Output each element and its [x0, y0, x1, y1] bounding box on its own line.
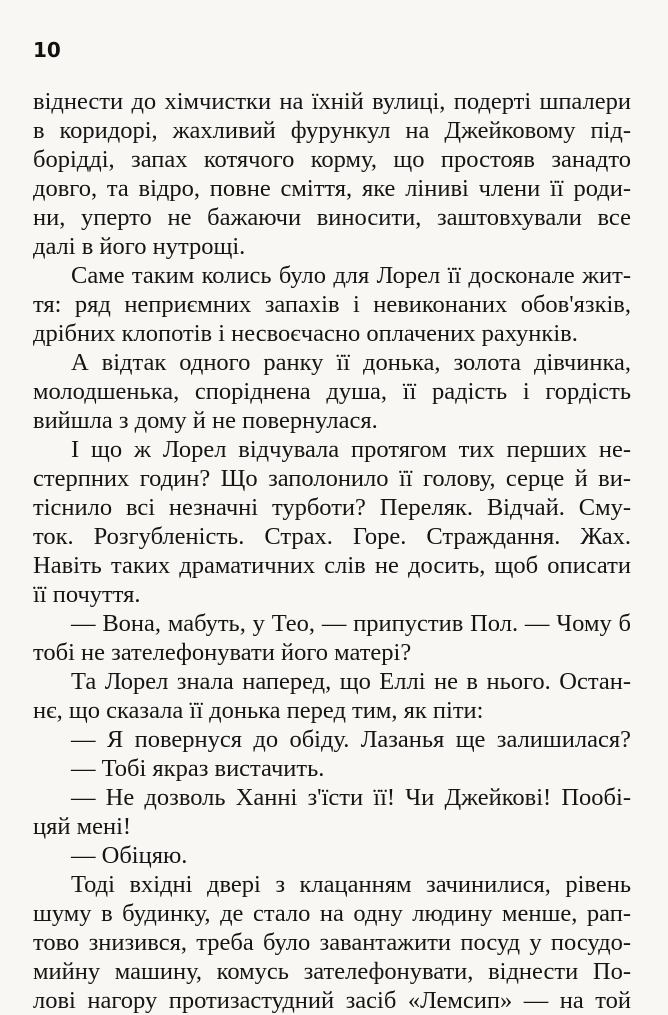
text-line: мийну машину, комусь зателефонувати, віднести По- [33, 958, 631, 985]
text-line: Тоді вхідні двері з клацанням зачинилися, рівень [71, 871, 631, 898]
text-line: — Обіцяю. [71, 842, 188, 869]
text-line: — Не дозволь Ханні з'їсти її! Чи Джейкові! Пообі- [71, 784, 631, 811]
text-line: борідді, запах котячого корму, що простояв занадто [33, 146, 631, 173]
text-line: шуму в будинку, де стало на одну людину менше, рап- [33, 900, 631, 927]
text-line: ток. Розгубленість. Страх. Горе. Страждання. Жах. [33, 523, 631, 550]
text-line: в коридорі, жахливий фурункул на Джейковому під- [33, 117, 631, 144]
text-line: віднести до хімчистки на їхній вулиці, подерті шпалери [33, 88, 631, 115]
text-line: нє, що сказала її донька перед тим, як піти: [33, 697, 484, 724]
text-line: тіснило всі незначні турботи? Переляк. Відчай. Сму- [33, 494, 631, 521]
text-line: далі в його нутрощі. [33, 233, 246, 260]
text-line: — Я повернуся до обіду. Лазанья ще залишилася? [71, 726, 631, 753]
text-line: молодшенька, споріднена душа, її радість і гордість [33, 378, 631, 405]
text-line: тобі не зателефонувати його матері? [33, 639, 412, 666]
page-number: 10 [33, 38, 61, 62]
text-line: довго, та відро, повне сміття, яке ліниві члени її роди- [33, 175, 631, 202]
text-line: — Тобі якраз вистачить. [71, 755, 325, 782]
text-line: тово знизився, треба було завантажити посуд у посудо- [33, 929, 631, 956]
text-line: І що ж Лорел відчувала протягом тих перших не- [71, 436, 631, 463]
text-line: тя: ряд неприємних запахів і невиконаних обов'язків, [33, 291, 631, 318]
text-line: Та Лорел знала наперед, що Еллі не в нього. Остан- [71, 668, 631, 695]
text-line: її почуття. [33, 581, 141, 608]
text-line: Навіть таких драматичних слів не досить, щоб описати [33, 552, 631, 579]
text-line: вийшла з дому й не повернулася. [33, 407, 378, 434]
text-line: цяй мені! [33, 813, 132, 840]
text-line: стерпних годин? Що заполонило її голову, серце й ви- [33, 465, 631, 492]
text-line: лові нагору протизастудний засіб «Лемсип» — на той [33, 987, 631, 1014]
body-text [33, 87, 631, 1015]
text-line: ни, уперто не бажаючи виносити, заштовхували все [33, 204, 631, 231]
text-line: дрібних клопотів і несвоєчасно оплачених рахунків. [33, 320, 578, 347]
text-line: — Вона, мабуть, у Тео, — припустив Пол. — Чому б [71, 610, 631, 637]
text-line: Саме таким колись було для Лорел її досконале жит- [71, 262, 631, 289]
text-line: А відтак одного ранку її донька, золота дівчинка, [71, 349, 631, 376]
